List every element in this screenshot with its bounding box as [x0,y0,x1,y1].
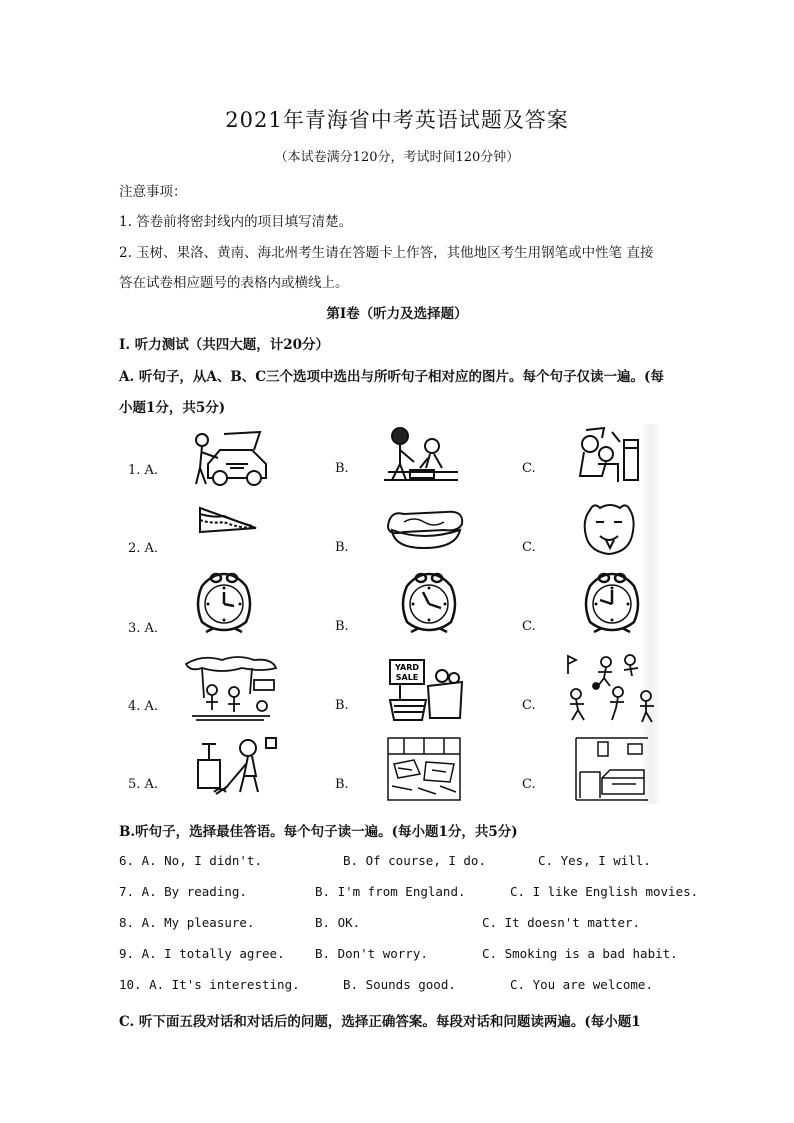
question-1-option-b: B. [335,461,349,476]
cleaning-icon [194,736,280,798]
notes-heading: 注意事项： [119,184,187,200]
yard-sale-icon [386,656,466,724]
question-5-option-c: C. [522,777,536,792]
question-7-option-a: 7. A. By reading. [119,884,247,899]
question-8-option-c: C. It doesn't matter. [482,915,641,930]
messy-room-icon [384,734,464,804]
question-7-option-b: B. I'm from England. [315,884,466,899]
question-4-option-c: C. [522,698,536,713]
question-10-option-b: B. Sounds good. [343,977,456,992]
question-9-option-a: 9. A. I totally agree. [119,946,285,961]
part-a-instruction-line-2: 小题1分，共5分) [119,400,226,416]
question-9-option-c: C. Smoking is a bad habit. [482,946,678,961]
hot-dog-icon [384,502,466,552]
yard-sale-sign-text-1: YARD [394,663,420,672]
question-3-option-b: B. [335,619,349,634]
note-item-1: 1. 答卷前将密封线内的项目填写清楚。 [119,214,353,230]
hairdresser-icon [568,424,650,488]
question-5-label: 5. A. [128,777,159,792]
question-6-option-a: 6. A. No, I didn't. [119,853,262,868]
question-2-option-c: C. [522,540,536,555]
question-7-option-c: C. I like English movies. [510,884,699,899]
question-4-label: 4. A. [128,699,159,714]
question-8-option-b: B. OK. [315,915,361,930]
question-3-label: 3. A. [128,621,159,636]
exam-subtitle: （本试卷满分120分，考试时间120分钟） [274,150,520,165]
question-6-option-c: C. Yes, I will. [538,853,651,868]
sports-icon [556,652,660,726]
cartoon-face-icon [580,500,638,558]
clock-icon [580,570,644,636]
question-9-option-b: B. Don't worry. [315,946,428,961]
note-item-2-line-1: 2. 玉树、果洛、黄南、海北州考生请在答题卡上作答，其他地区考生用钢笔或中性笔 直接 [119,245,654,261]
question-1-option-c: C. [522,461,536,476]
yard-sale-sign-text-2: SALE [395,673,419,682]
sandwich-icon [194,500,262,540]
clock-icon [192,570,256,636]
section-1-title: Ⅰ. 听力测试（共四大题，计20分） [119,337,330,353]
question-10-option-a: 10. A. It's interesting. [119,977,300,992]
part-b-instruction: B.听句子，选择最佳答语。每个句子读一遍。(每小题1分，共5分) [119,824,518,840]
volume-title: 第Ⅰ卷（听力及选择题） [326,306,468,322]
picnic-icon [182,654,280,726]
question-2-label: 2. A. [128,541,159,556]
car-repair-icon [190,424,272,488]
part-a-instruction-line-1: A. 听句子，从A、B、C三个选项中选出与所听句子相对应的图片。每个句子仅读一遍。(每 [119,369,664,385]
page-title: 2021年青海省中考英语试题及答案 [225,108,569,132]
question-1-label: 1. A. [128,463,159,478]
part-c-instruction: C. 听下面五段对话和对话后的问题，选择正确答案。每段对话和问题读两遍。(每小题1 [119,1014,641,1030]
question-8-option-a: 8. A. My pleasure. [119,915,255,930]
question-5-option-b: B. [335,777,349,792]
mother-child-drawing-icon [380,424,462,488]
question-4-option-b: B. [335,698,349,713]
question-3-option-c: C. [522,619,536,634]
note-item-2-line-2: 答在试卷相应题号的表格内或横线上。 [119,275,349,291]
tidy-bedroom-icon [572,734,652,804]
question-10-option-c: C. You are welcome. [510,977,653,992]
clock-icon [397,570,461,636]
question-2-option-b: B. [335,540,349,555]
question-6-option-b: B. Of course, I do. [343,853,486,868]
